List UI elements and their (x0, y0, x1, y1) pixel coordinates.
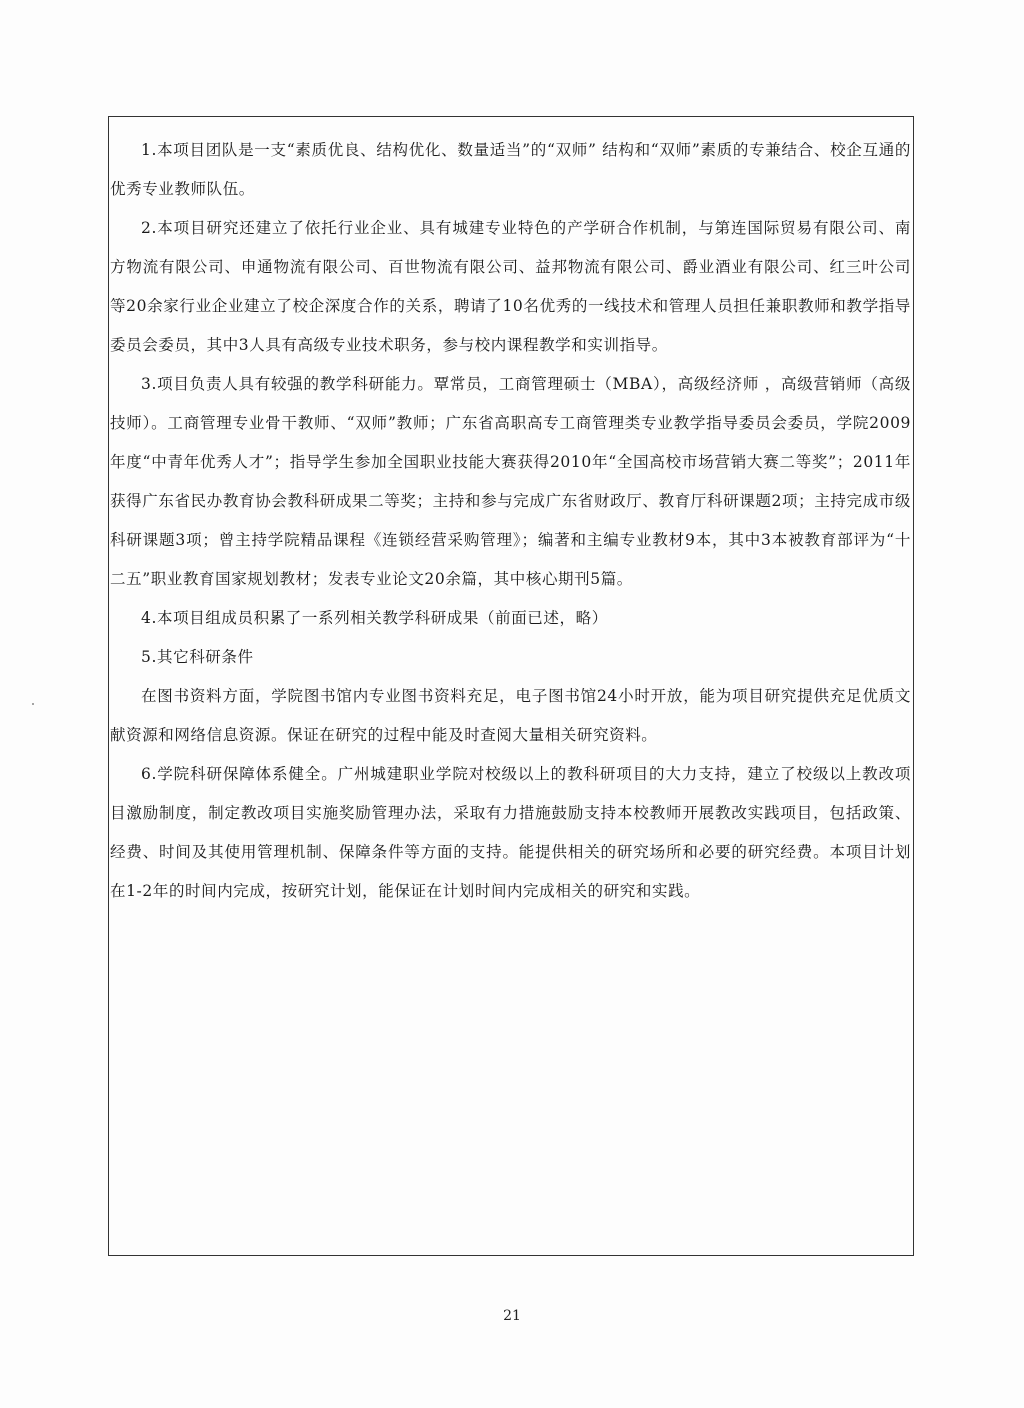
paragraph-library: 在图书资料方面，学院图书馆内专业图书资料充足，电子图书馆24小时开放，能为项目研究提供充足优质文献资源和网络信息资源。保证在研究的过程中能及时查阅大量相关研究资料。 (110, 687, 911, 744)
paragraph-cooperation: 2.本项目研究还建立了依托行业企业、具有城建专业特色的产学研合作机制，与第连国际贸易有限公司、南方物流有限公司、申通物流有限公司、百世物流有限公司、益邦物流有限公司、爵业酒业有限公司、红三叶公司等20余家行业企业建立了校企深度合作的关系，聘请了10名优秀的一线技术和管理人员担任兼职教师和教学指导委员会委员，其中3人具有高级专业技术职务，参与校内课程教学和实训指导。 (110, 219, 911, 354)
paragraph-team: 1.本项目团队是一支“素质优良、结构优化、数量适当”的“双师” 结构和“双师”素质的专兼结合、校企互通的优秀专业教师队伍。 (110, 141, 911, 198)
content-frame (108, 116, 914, 1256)
paragraph-other-conditions-heading: 5.其它科研条件 (141, 648, 254, 666)
page-number: 21 (503, 1308, 521, 1324)
scan-speck (32, 703, 34, 705)
paragraph-leader: 3.项目负责人具有较强的教学科研能力。覃常员，工商管理硕士（MBA），高级经济师 ，高级营销师（高级技师）。工商管理专业骨干教师、“双师”教师；广东省高职高专工商管理类专业教学指导委员会委员，学院2009年度“中青年优秀人才”；指导学生参加全国职业技能大赛获得2010年“全国高校市场营销大赛二等奖”；2011年获得广东省民办教育协会教科研成果二等奖；主持和参与完成广东省财政厅、教育厅科研课题2项；主持完成市级科研课题3项；曾主持学院精品课程《连锁经营采购管理》；编著和主编专业教材9本，其中3本被教育部评为“十二五”职业教育国家规划教材；发表专业论文20余篇，其中核心期刊5篇。 (110, 375, 911, 588)
content-body (109, 131, 913, 911)
paragraph-achievements: 4.本项目组成员积累了一系列相关教学科研成果（前面已述，略） (141, 609, 608, 627)
paragraph-support-system: 6.学院科研保障体系健全。广州城建职业学院对校级以上的教科研项目的大力支持，建立了校级以上教改项目激励制度，制定教改项目实施奖励管理办法，采取有力措施鼓励支持本校教师开展教改实践项目，包括政策、经费、时间及其使用管理机制、保障条件等方面的支持。能提供相关的研究场所和必要的研究经费。本项目计划在1-2年的时间内完成，按研究计划，能保证在计划时间内完成相关的研究和实践。 (110, 765, 911, 900)
